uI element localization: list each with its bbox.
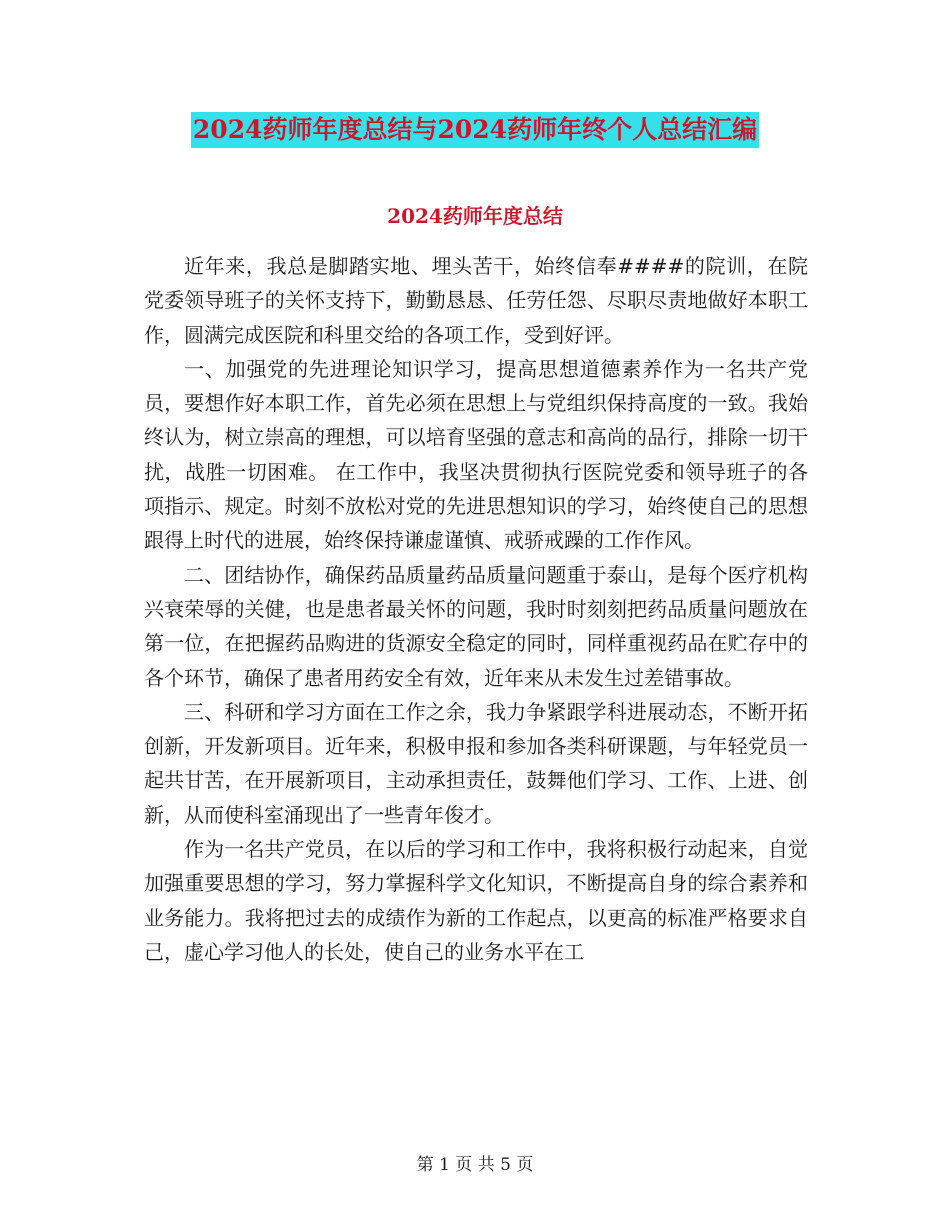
- paragraph-conclusion: 作为一名共产党员，在以后的学习和工作中，我将积极行动起来，自觉加强重要思想的学习，努力掌握科学文化知识，不断提高自身的综合素养和业务能力。我将把过去的成绩作为新的工作起点，以更高的标准严格要求自己，虚心学习他人的长处，使自己的业务水平在工: [144, 837, 808, 964]
- paragraph-part-one: 一、加强党的先进理论知识学习，提高思想道德素养作为一名共产党员，要想作好本职工作，首先必须在思想上与党组织保持高度的一致。我始终认为，树立崇高的理想，可以培育坚强的意志和高尚的品行，排除一切干扰，战胜一切困难。 在工作中，我坚决贯彻执行医院党委和领导班子的各项指示、规定。时刻不放松对党的先进思想知识的学习，始终使自己的思想跟得上时代的进展，始终保持谦虚谨慎、戒骄戒躁的工作作风。: [144, 356, 808, 553]
- paragraph-intro: 近年来，我总是脚踏实地、埋头苦干，始终信奉####的院训，在院党委领导班子的关怀支持下，勤勤恳恳、任劳任怨、尽职尽责地做好本职工作，圆满完成医院和科里交给的各项工作，受到好评。: [144, 254, 808, 347]
- paragraph-part-two: 二、团结协作，确保药品质量药品质量问题重于泰山，是每个医疗机构兴衰荣辱的关健，也是患者最关怀的问题，我时时刻刻把药品质量问题放在第一位，在把握药品购进的货源安全稳定的同时，同样重视药品在贮存中的各个环节，确保了患者用药安全有效，近年来从未发生过差错事故。: [144, 562, 808, 690]
- document-title-container: [0, 112, 950, 148]
- page-footer: 第 1 页 共 5 页: [416, 1155, 534, 1175]
- document-title: 2024药师年度总结与2024药师年终个人总结汇编: [191, 112, 759, 148]
- document-body: [144, 249, 808, 969]
- section-title: 2024药师年度总结: [387, 204, 563, 228]
- paragraph-part-three: 三、科研和学习方面在工作之余，我力争紧跟学科进展动态，不断开拓创新，开发新项目。近年来，积极申报和参加各类科研课题，与年轻党员一起共甘苦，在开展新项目，主动承担责任，鼓舞他们学习、工作、上进、创新，从而使科室涌现出了一些青年俊才。: [144, 699, 808, 827]
